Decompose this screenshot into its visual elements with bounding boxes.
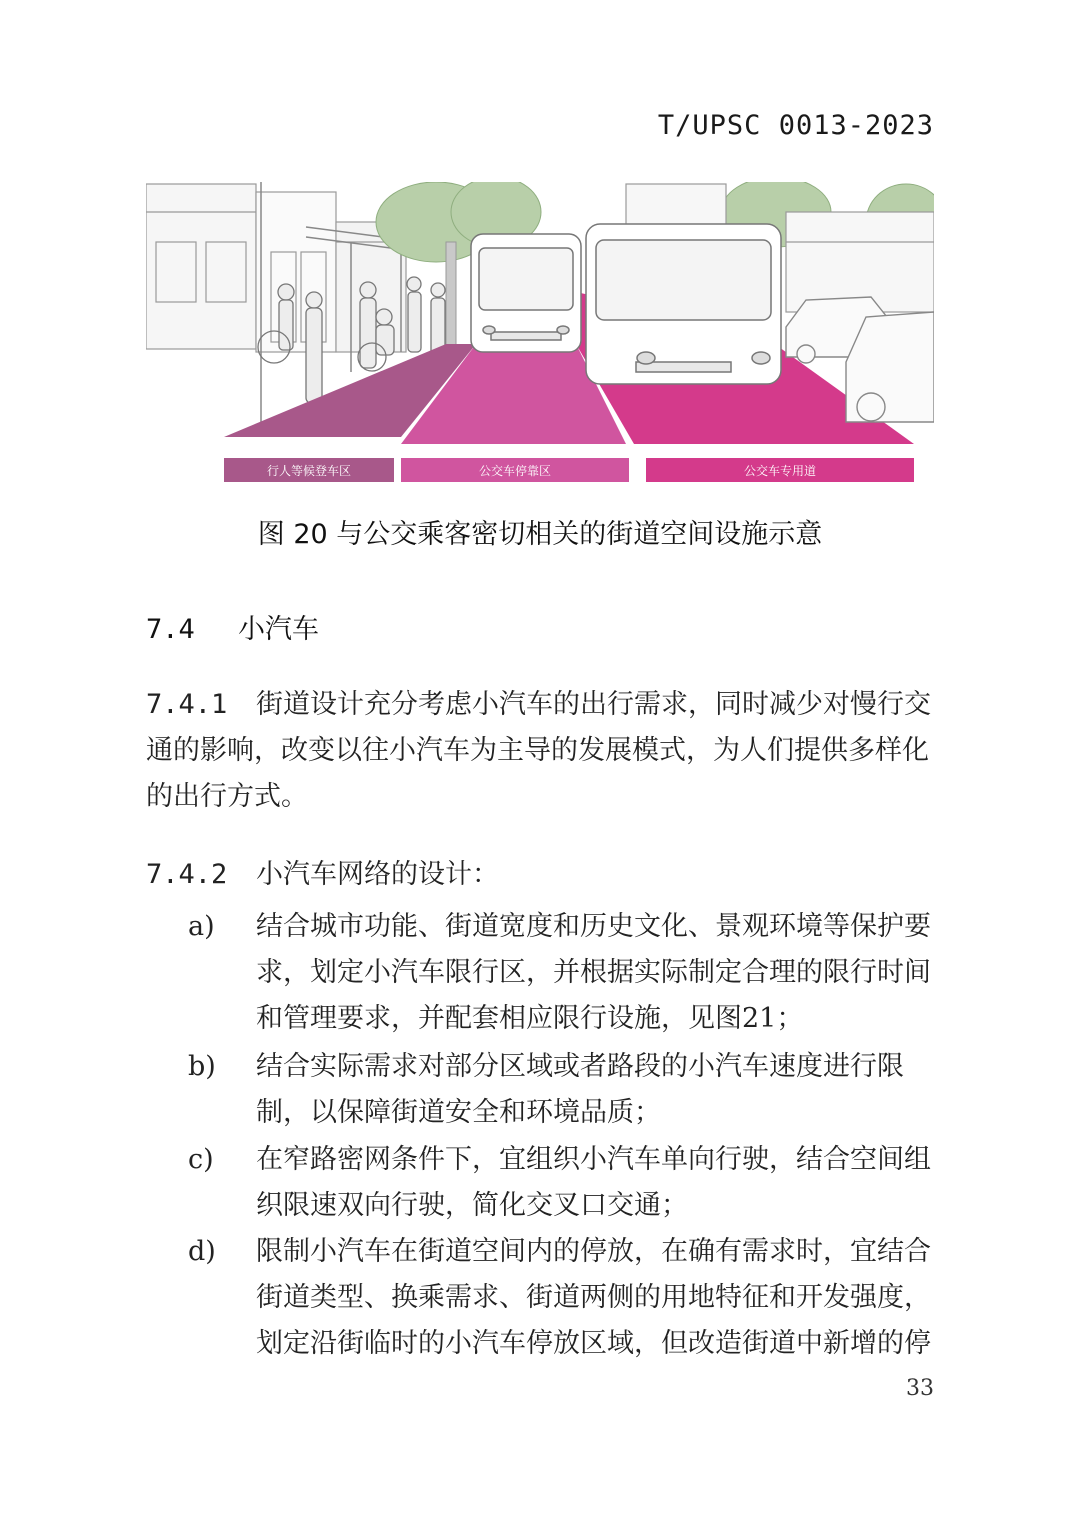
bus-large bbox=[586, 224, 781, 384]
list-item-d bbox=[146, 1229, 936, 1369]
list-marker: a) bbox=[188, 911, 215, 942]
list-item-a bbox=[146, 904, 936, 1044]
clause-7-4-2 bbox=[146, 852, 936, 898]
section-title: 小汽车 bbox=[238, 614, 319, 645]
list-text: 结合城市功能、街道宽度和历史文化、景观环境等保护要求，划定小汽车限行区，并根据实际制定合理的限行时间和管理要求，并配套相应限行设施，见图21； bbox=[256, 911, 931, 1034]
page-number: 33 bbox=[906, 1376, 934, 1401]
clause-text: 小汽车网络的设计： bbox=[256, 859, 499, 890]
clause-7-4-1 bbox=[146, 682, 936, 820]
zone-label-stop: 公交车停靠区 bbox=[478, 464, 552, 478]
bus-front bbox=[471, 234, 581, 352]
section-heading bbox=[146, 607, 319, 646]
clause-number: 7.4.1 bbox=[146, 689, 228, 720]
street-illustration bbox=[146, 182, 934, 484]
figure-caption: 图 20 与公交乘客密切相关的街道空间设施示意 bbox=[257, 519, 823, 550]
list-text: 在窄路密网条件下，宜组织小汽车单向行驶，结合空间组织限速双向行驶，简化交叉口交通； bbox=[256, 1144, 931, 1221]
list-marker: c) bbox=[188, 1144, 214, 1175]
list-text: 结合实际需求对部分区域或者路段的小汽车速度进行限制，以保障街道安全和环境品质； bbox=[256, 1051, 904, 1128]
clause-text: 街道设计充分考虑小汽车的出行需求，同时减少对慢行交通的影响，改变以往小汽车为主导的发展模式，为人们提供多样化的出行方式。 bbox=[146, 689, 931, 812]
zone-label-waiting: 行人等候登车区 bbox=[266, 464, 352, 478]
list-marker: b) bbox=[188, 1051, 216, 1082]
list-item-b bbox=[146, 1044, 936, 1138]
list-marker: d) bbox=[188, 1236, 216, 1267]
section-number: 7.4 bbox=[146, 614, 195, 645]
list-item-c bbox=[146, 1137, 936, 1231]
zone-label-lane: 公交车专用道 bbox=[743, 464, 817, 478]
standard-code: T/UPSC 0013-2023 bbox=[657, 110, 934, 141]
list-text: 限制小汽车在街道空间内的停放，在确有需求时，宜结合街道类型、换乘需求、街道两侧的用地特征和开发强度，划定沿街临时的小汽车停放区域，但改造街道中新增的停 bbox=[256, 1236, 931, 1359]
clause-number: 7.4.2 bbox=[146, 859, 228, 890]
